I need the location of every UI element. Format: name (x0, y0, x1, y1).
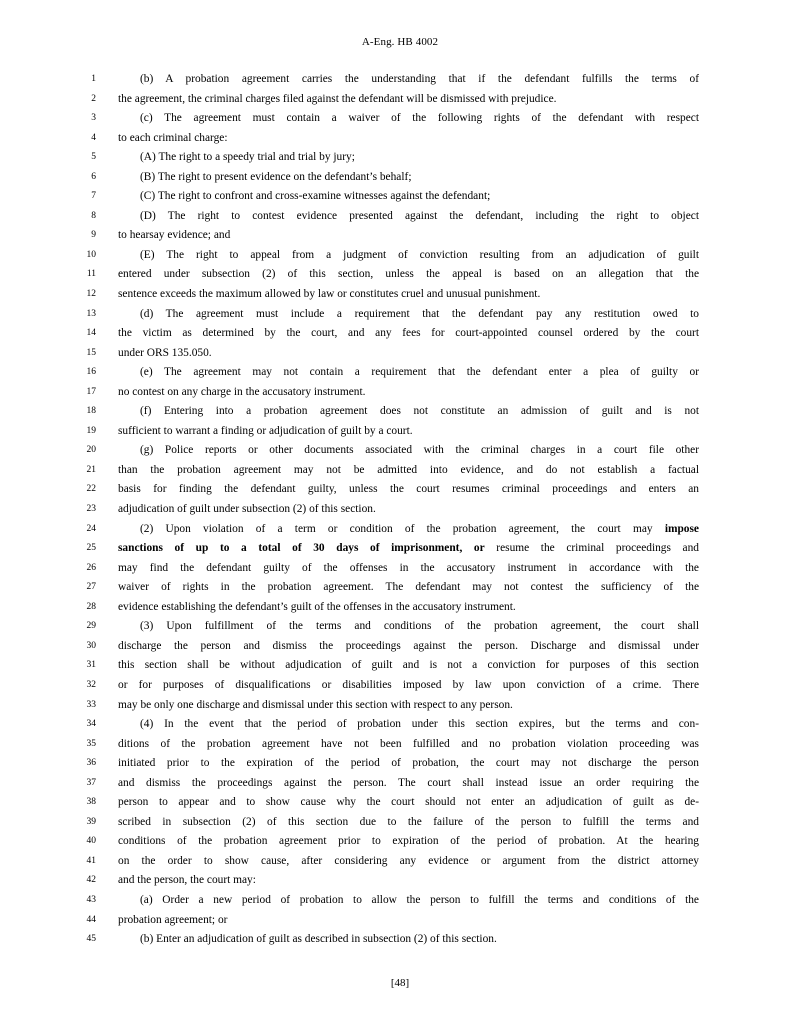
line-number: 7 (91, 191, 96, 202)
line-text: to hearsay evidence; and (118, 229, 231, 242)
line-text: on the order to show cause, after considering any evidence or argument from the district attorney (118, 854, 699, 867)
line-text: (d) The agreement must include a requirement that the defendant pay any restitution owed to (140, 307, 699, 320)
line-number: 9 (91, 230, 96, 241)
line-number: 26 (86, 562, 96, 573)
line-text-segment: resume the criminal proceedings and (484, 542, 699, 555)
line-number: 25 (86, 543, 96, 554)
text-line (0, 637, 800, 657)
line-text: (c) The agreement must contain a waiver of the following rights of the defendant with respect (140, 112, 699, 125)
text-line (0, 656, 800, 676)
text-line (0, 148, 800, 168)
text-line (0, 168, 800, 188)
line-number: 1 (91, 74, 96, 84)
line-text: (a) Order a new period of probation to allow the person to fulfill the terms and conditions of the (140, 893, 699, 906)
text-line (0, 363, 800, 383)
text-line (0, 246, 800, 266)
line-text: or for purposes of disqualifications or disabilities imposed by law upon conviction of a crime. There (118, 678, 699, 691)
text-line (0, 539, 800, 559)
line-number: 30 (86, 640, 96, 651)
line-number: 17 (86, 386, 96, 397)
line-number: 42 (86, 875, 96, 886)
text-line (0, 578, 800, 598)
line-number: 28 (86, 601, 96, 612)
line-number: 27 (86, 582, 96, 593)
text-line (0, 480, 800, 500)
line-number: 12 (86, 289, 96, 300)
line-number: 8 (91, 210, 96, 221)
text-line (0, 813, 800, 833)
line-number: 20 (86, 445, 96, 456)
line-text (140, 520, 699, 540)
text-line (0, 226, 800, 246)
text-line (0, 832, 800, 852)
line-text: may find the defendant guilty of the offenses in the accusatory instrument in accordance with the (118, 561, 699, 574)
document-header: A-Eng. HB 4002 (361, 36, 439, 48)
text-line (0, 617, 800, 637)
line-text: and the person, the court may: (118, 874, 256, 887)
line-text: (D) The right to contest evidence presented against the defendant, including the right to object (140, 209, 699, 222)
line-number: 35 (86, 738, 96, 749)
text-line (0, 930, 800, 950)
text-line (0, 676, 800, 696)
text-line (0, 715, 800, 735)
text-line (0, 383, 800, 403)
line-text-segment: (2) Upon violation of a term or condition of the probation agreement, the court may (140, 522, 665, 535)
text-line (0, 774, 800, 794)
line-text: sufficient to warrant a finding or adjudication of guilt by a court. (118, 424, 413, 437)
text-line (0, 305, 800, 325)
line-text: the agreement, the criminal charges filed against the defendant will be dismissed with prejudice. (118, 92, 557, 105)
text-line (0, 793, 800, 813)
line-number: 37 (86, 777, 96, 788)
line-number: 2 (91, 93, 96, 104)
text-line (0, 90, 800, 110)
text-line (0, 207, 800, 227)
line-number: 18 (86, 406, 96, 417)
line-number: 45 (86, 934, 96, 945)
line-number: 36 (86, 758, 96, 769)
line-number: 38 (86, 797, 96, 808)
text-line (0, 891, 800, 911)
line-number: 19 (86, 425, 96, 436)
text-line (0, 598, 800, 618)
line-text: (4) In the event that the period of probation under this section expires, but the terms and con- (140, 718, 699, 731)
line-text: (3) Upon fulfillment of the terms and conditions of the probation agreement, the court shall (140, 620, 699, 633)
line-number: 40 (86, 836, 96, 847)
line-text: (A) The right to a speedy trial and trial by jury; (140, 151, 355, 164)
text-line (0, 187, 800, 207)
line-text (118, 539, 699, 559)
line-text: evidence establishing the defendant’s guilt of the offenses in the accusatory instrument. (118, 600, 516, 613)
line-text: waiver of rights in the probation agreement. The defendant may not contest the sufficiency of the (118, 581, 699, 594)
line-number: 43 (86, 894, 96, 905)
line-text: (C) The right to confront and cross-examine witnesses against the defendant; (140, 190, 491, 203)
line-text: the victim as determined by the court, and any fees for court-appointed counsel ordered by the court (118, 327, 699, 340)
line-text: (g) Police reports or other documents associated with the criminal charges in a court file other (140, 444, 699, 457)
line-text: (E) The right to appeal from a judgment of conviction resulting from an adjudication of guilt (140, 248, 699, 261)
text-line (0, 402, 800, 422)
document-body (0, 70, 800, 950)
text-line (0, 735, 800, 755)
line-text: this section shall be without adjudication of guilt and is not a conviction for purposes of this section (118, 659, 699, 672)
line-text: (b) Enter an adjudication of guilt as described in subsection (2) of this section. (140, 933, 497, 946)
line-text: no contest on any charge in the accusatory instrument. (118, 385, 366, 398)
line-number: 22 (86, 484, 96, 495)
text-line (0, 441, 800, 461)
line-number: 13 (86, 308, 96, 319)
line-number: 24 (86, 523, 96, 534)
bold-amendment-text: sanctions of up to a total of 30 days of imprisonment, or (118, 542, 485, 555)
line-number: 5 (91, 152, 96, 163)
text-line (0, 754, 800, 774)
text-line (0, 285, 800, 305)
line-text: probation agreement; or (118, 913, 228, 926)
line-number: 29 (86, 621, 96, 632)
text-line (0, 461, 800, 481)
bold-amendment-text: impose (664, 522, 699, 535)
line-text: than the probation agreement may not be admitted into evidence, and do not establish a factual (118, 463, 699, 476)
page-number: [48] (390, 977, 410, 989)
text-line (0, 559, 800, 579)
line-text: scribed in subsection (2) of this section due to the failure of the person to fulfill the terms and (118, 815, 699, 828)
line-number: 33 (86, 699, 96, 710)
text-line (0, 70, 800, 90)
line-number: 4 (91, 132, 96, 143)
line-text: conditions of the probation agreement prior to expiration of the period of probation. At the hearing (118, 835, 699, 848)
line-number: 41 (86, 855, 96, 866)
line-text: and dismiss the proceedings against the person. The court shall instead issue an order requiring the (118, 776, 699, 789)
line-text: initiated prior to the expiration of the period of probation, the court may not discharge the person (118, 757, 699, 770)
line-text: ditions of the probation agreement have not been fulfilled and no probation violation proceeding was (118, 737, 699, 750)
line-number: 23 (86, 504, 96, 515)
text-line (0, 871, 800, 891)
line-number: 6 (91, 171, 96, 182)
line-text: (b) A probation agreement carries the understanding that if the defendant fulfills the terms of (140, 73, 699, 85)
line-number: 34 (86, 719, 96, 730)
line-text: entered under subsection (2) of this section, unless the appeal is based on an allegation that the (118, 268, 699, 281)
text-line (0, 324, 800, 344)
line-text: sentence exceeds the maximum allowed by law or constitutes cruel and unusual punishment. (118, 288, 541, 301)
line-number: 32 (86, 679, 96, 690)
text-line (0, 344, 800, 364)
text-line (0, 911, 800, 931)
line-text: (B) The right to present evidence on the defendant’s behalf; (140, 170, 412, 183)
line-text: discharge the person and dismiss the proceedings against the person. Discharge and dismissal under (118, 639, 699, 652)
line-number: 16 (86, 367, 96, 378)
text-line (0, 696, 800, 716)
line-text: under ORS 135.050. (118, 346, 212, 359)
line-text: may be only one discharge and dismissal under this section with respect to any person. (118, 698, 513, 711)
line-text: to each criminal charge: (118, 131, 228, 144)
line-number: 14 (86, 328, 96, 339)
line-text: adjudication of guilt under subsection (2) of this section. (118, 503, 376, 516)
line-number: 11 (86, 269, 96, 280)
text-line (0, 265, 800, 285)
line-number: 31 (86, 660, 96, 671)
line-number: 15 (86, 347, 96, 358)
text-line (0, 852, 800, 872)
line-number: 10 (86, 249, 96, 260)
text-line (0, 500, 800, 520)
line-text: basis for finding the defendant guilty, unless the court resumes criminal proceedings and enters an (118, 483, 699, 496)
line-text: person to appear and to show cause why the court should not enter an adjudication of guilt as de- (118, 796, 699, 809)
line-number: 3 (91, 113, 96, 124)
text-line (0, 422, 800, 442)
line-number: 44 (86, 914, 96, 925)
line-number: 21 (86, 464, 96, 475)
text-line (0, 520, 800, 540)
line-text: (f) Entering into a probation agreement does not constitute an admission of guilt and is not (140, 405, 699, 418)
text-line (0, 109, 800, 129)
text-line (0, 129, 800, 149)
line-number: 39 (86, 816, 96, 827)
line-text: (e) The agreement may not contain a requirement that the defendant enter a plea of guilty or (140, 366, 699, 379)
